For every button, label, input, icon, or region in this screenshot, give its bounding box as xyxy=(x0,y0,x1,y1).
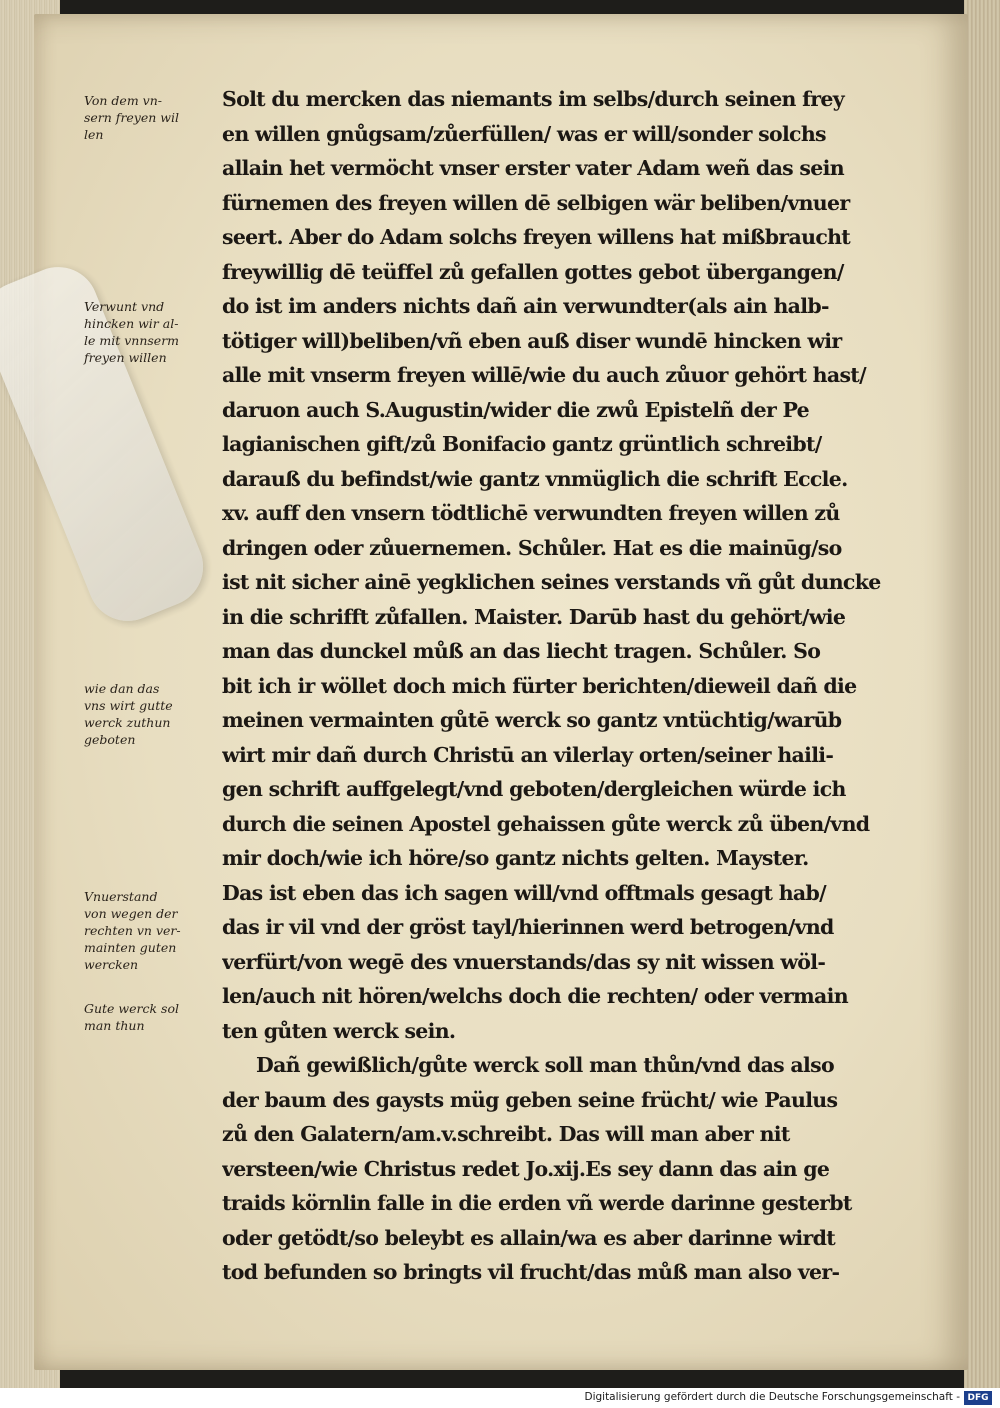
text-line: tod befunden so bringts vil frucht/das můß man also ver- xyxy=(222,1260,840,1284)
text-line: bit ich ir wöllet doch mich fürter berichten/dieweil dañ die xyxy=(222,673,857,698)
text-line: man das dunckel můß an das liecht tragen. Schůler. So xyxy=(222,639,821,663)
text-line: fürnemen des freyen willen dē selbigen wär beliben/vnuer xyxy=(222,190,850,215)
text-line: wirt mir dañ durch Christū an vilerlay orten/seiner haili- xyxy=(222,742,834,767)
marginal-note-line: man thun xyxy=(84,1018,145,1033)
text-line: gen schrift auffgelegt/vnd geboten/dergleichen würde ich xyxy=(222,777,846,801)
text-line: meinen vermainten gůtē werck so gantz vntüchtig/warūb xyxy=(222,708,842,732)
text-line: oder getödt/so beleybt es allain/wa es aber darinne wirdt xyxy=(222,1225,835,1250)
marginal-note xyxy=(84,888,216,973)
text-line: dringen oder zůuernemen. Schůler. Hat es die mainūg/so xyxy=(222,535,842,560)
text-line: ist nit sicher ainē yegklichen seines verstands vñ gůt duncke xyxy=(222,570,881,594)
marginal-note xyxy=(84,680,216,748)
marginal-note xyxy=(84,1000,216,1034)
text-line: der baum des gaysts müg geben seine frücht/ wie Paulus xyxy=(222,1087,838,1112)
footer-bar xyxy=(0,1388,1000,1408)
text-line: ten gůten werck sein. xyxy=(222,1018,456,1043)
text-line: durch die seinen Apostel gehaissen gůte werck zů üben/vnd xyxy=(222,811,870,836)
marginal-note-line: wie dan das xyxy=(84,681,160,696)
text-line: zů den Galatern/am.v.schreibt. Das will man aber nit xyxy=(222,1122,790,1146)
marginal-note xyxy=(84,298,216,366)
dfg-logo: DFG xyxy=(964,1391,992,1405)
text-line: len/auch nit hören/welchs doch die rechten/ oder vermain xyxy=(222,984,848,1008)
text-line: Das ist eben das ich sagen will/vnd offtmals gesagt hab/ xyxy=(222,880,826,905)
page-edges-right xyxy=(964,0,1000,1388)
text-line: darauß du befindst/wie gantz vnmüglich die schrift Eccle. xyxy=(222,466,848,491)
marginal-note-line: sern freyen wil xyxy=(84,110,179,125)
marginal-note-line: vns wirt gutte xyxy=(84,698,173,713)
marginal-note-line: Verwunt vnd xyxy=(84,299,165,314)
text-line: allain het vermöcht vnser erster vater Adam weñ das sein xyxy=(222,156,844,180)
marginal-note-line: geboten xyxy=(84,732,136,747)
marginal-note-line: wercken xyxy=(84,957,139,972)
main-text-block xyxy=(222,82,942,1290)
text-line: verfürt/von wegē des vnuerstands/das sy nit wissen wöl- xyxy=(222,949,826,974)
text-line: in die schrifft zůfallen. Maister. Darūb hast du gehört/wie xyxy=(222,604,846,629)
text-line: alle mit vnserm freyen willē/wie du auch zůuor gehört hast/ xyxy=(222,363,866,387)
marginal-note-line: Von dem vn- xyxy=(84,93,162,108)
text-line: do ist im anders nichts dañ ain verwundter(als ain halb- xyxy=(222,294,829,318)
marginal-note-line: le mit vnnserm xyxy=(84,333,180,348)
text-line: versteen/wie Christus redet Jo.xij.Es sey dann das ain ge xyxy=(222,1156,830,1181)
text-line: traids körnlin falle in die erden vñ werde darinne gesterbt xyxy=(222,1191,852,1215)
text-line: xv. auff den vnsern tödtlichē verwundten freyen willen zů xyxy=(222,501,840,525)
text-line: en willen gnůgsam/zůerfüllen/ was er will/sonder solchs xyxy=(222,121,826,146)
marginal-note-line: Vnuerstand xyxy=(84,889,158,904)
marginal-note-line: mainten guten xyxy=(84,940,177,955)
text-line: tötiger will)beliben/vñ eben auß diser wundē hincken wir xyxy=(222,328,842,353)
text-line: mir doch/wie ich höre/so gantz nichts gelten. Mayster. xyxy=(222,846,809,870)
marginal-note xyxy=(84,92,216,143)
text-line: freywillig dē teüffel zů gefallen gottes gebot übergangen/ xyxy=(222,259,844,284)
marginal-note-line: von wegen der xyxy=(84,906,178,921)
text-line: lagianischen gift/zů Bonifacio gantz grüntlich schreibt/ xyxy=(222,432,822,456)
text-line: das ir vil vnd der gröst tayl/hierinnen werd betrogen/vnd xyxy=(222,915,834,939)
text-line: Dañ gewißlich/gůte werck soll man thůn/vnd das also xyxy=(256,1053,834,1077)
marginal-note-line: hincken wir al- xyxy=(84,316,179,331)
text-line: Solt du mercken das niemants im selbs/durch seinen frey xyxy=(222,87,844,111)
text-line: seert. Aber do Adam solchs freyen willens hat mißbraucht xyxy=(222,225,851,249)
marginal-note-line: Gute werck sol xyxy=(84,1001,179,1016)
funding-credit: Digitalisierung gefördert durch die Deutsche Forschungsgemeinschaft - xyxy=(584,1391,960,1403)
marginal-note-line: werck zuthun xyxy=(84,715,171,730)
marginal-note-line: rechten vn ver- xyxy=(84,923,181,938)
text-line: daruon auch S.Augustin/wider die zwů Epistelñ der Pe xyxy=(222,397,810,422)
marginal-note-line: freyen willen xyxy=(84,350,167,365)
marginal-note-line: len xyxy=(84,127,104,142)
